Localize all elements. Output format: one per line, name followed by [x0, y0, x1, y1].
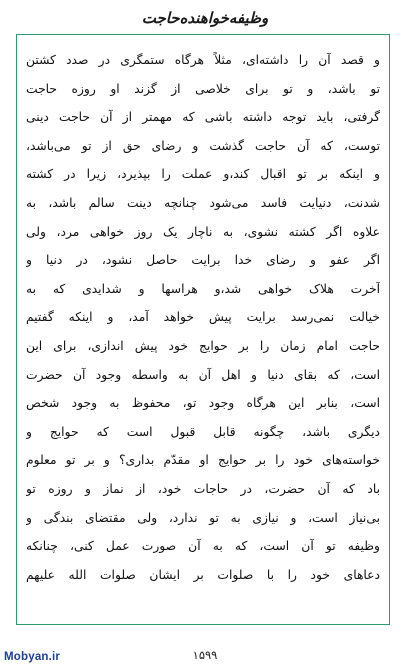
text-line: وظیفه تو آن است، که به آن صورت عمل کنی، چنانکه [26, 539, 380, 554]
text-line: توست، که آن حاجت گذشت و رضای حق از تو می‌باشد، [26, 138, 380, 153]
text-line: بی‌نیاز است، و نیازی به تو ندارد، ولی مقتضای بندگی و [26, 510, 380, 525]
text-line: دیگری باشد، چگونه قابل قبول است که حوایج و [26, 424, 380, 439]
page-number: ۱۵۹۹ [192, 648, 218, 662]
text-line: باد که آن حضرت، در حاجات خود، از نماز و روزه تو [26, 481, 380, 496]
page-header-title: وظیفه‌خواهنده‌حاجت [141, 9, 269, 27]
text-line: علاوه اگر کشته نشوی، به ناچار یک روز خواهی مرد، ولی [26, 224, 380, 239]
text-line: تو باشد، و تو برای خلاصی از گزند او روزه حاجت [26, 81, 380, 96]
text-line: خیالت نمی‌رسد برایت پیش خواهد آمد، و اینکه گفتیم [26, 310, 380, 325]
site-watermark: Mobyan.ir [4, 651, 61, 663]
text-line: و قصد آن را داشته‌ای، مثلاً هرگاه ستمگری در صدد کشتن [26, 53, 380, 67]
text-line: و اینکه بر تو اقبال کند،و عملت را بپذیرد، زیرا در کشته [26, 167, 380, 182]
text-line: است، که بقای دنیا و اهل آن به واسطه وجود آن حضرت [26, 367, 380, 382]
text-line: حاجت امام زمان را بر حوایج خود پیش اندازی، برای این [26, 338, 380, 353]
text-line: آخرت هلاک خواهی شد،و هراسها و شدایدی که به [26, 281, 380, 296]
text-line: است، بنابر این هرگاه وجود تو، محفوظ به وجود شخص [26, 396, 380, 411]
text-line: اگر عفو و رضای خدا برایت حاصل نشود، در دنیا و [26, 253, 380, 268]
text-line: دعاهای خود را با صلوات بر ایشان صلوات الله علیهم [26, 567, 380, 582]
text-line: گرفتی، باید توجه داشته باشی که مهمتر از آن حاجت دینی [26, 110, 380, 125]
content-frame [16, 34, 390, 625]
text-line: خواسته‌های خود را بر حوایج او مقدّم بداری؟ و بر تو معلوم [26, 453, 380, 468]
text-line: شدنت، دنیایت فاسد می‌شود چنانچه دینت سالم باشد، به [26, 195, 380, 210]
body-text [26, 46, 380, 589]
